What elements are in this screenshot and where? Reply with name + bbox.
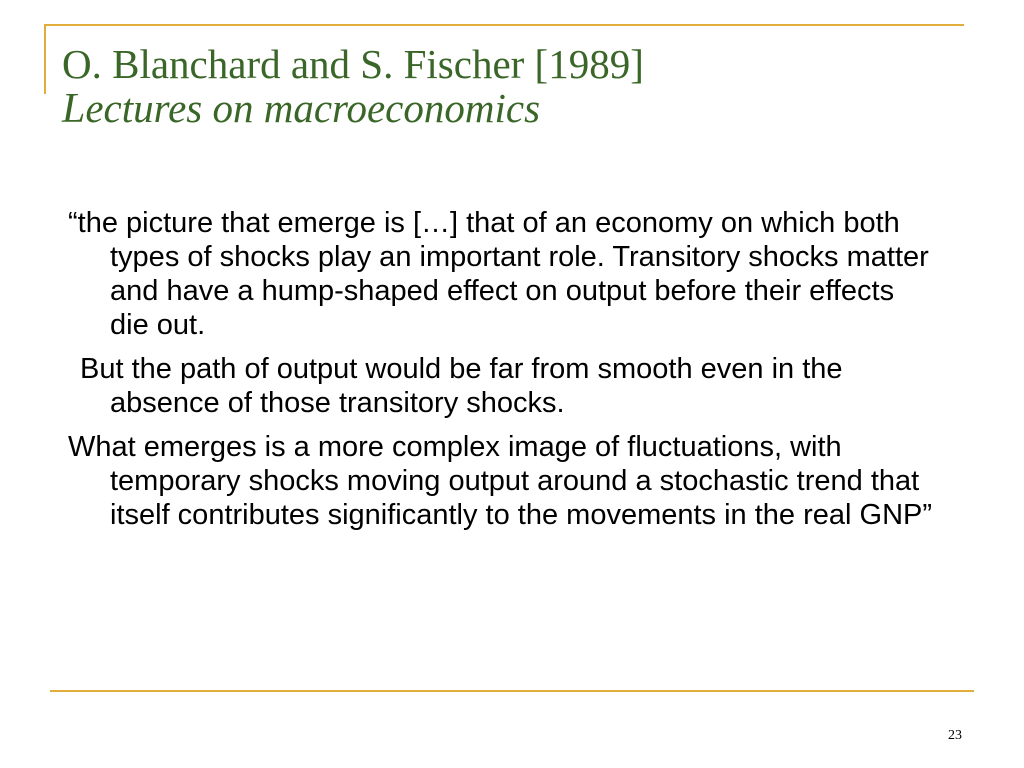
title-book-initial: L	[62, 86, 86, 132]
slide-title	[62, 42, 644, 131]
quote-paragraph-3: What emerges is a more complex image of fluctuations, with temporary shocks moving output around a stochastic trend that itself contributes significantly to the movements in the real GNP”	[68, 431, 933, 531]
quote-paragraph-1: “the picture that emerge is […] that of an economy on which both types of shocks play an important role. Transitory shocks matter and have a hump-shaped effect on output before their effects die out.	[68, 207, 929, 341]
title-book-rest: ectures on macroeconomics	[85, 85, 541, 131]
quote-body	[68, 206, 938, 542]
title-line-book	[62, 86, 644, 131]
title-line-authors: O. Blanchard and S. Fischer [1989]	[62, 41, 644, 87]
left-rule	[44, 24, 46, 94]
page-number: 23	[948, 728, 962, 743]
top-rule	[44, 24, 964, 26]
quote-paragraph-2: But the path of output would be far from smooth even in the absence of those transitory shocks.	[80, 353, 843, 419]
bottom-rule	[50, 690, 974, 692]
